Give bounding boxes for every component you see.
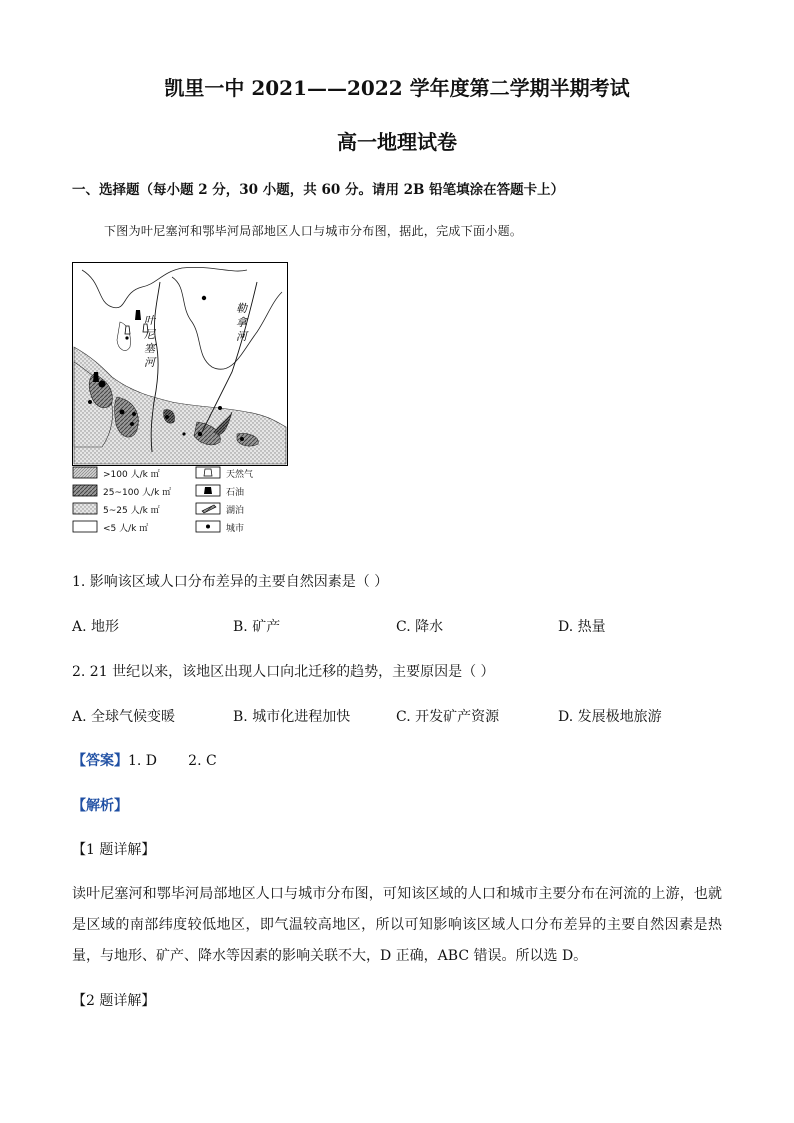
city-icon xyxy=(125,336,128,339)
detail-1-line: 是区域的南部纬度较低地区，即气温较高地区，所以可知影响该区域人口分布差异的主要自然因素是热 xyxy=(72,917,722,933)
question-option: C. 降水 xyxy=(396,619,444,635)
question-option: D. 热量 xyxy=(558,619,606,635)
river-label-yenisei-4: 河 xyxy=(144,356,155,369)
city-icon xyxy=(88,400,92,404)
detail-1-label: 【1 题详解】 xyxy=(72,842,156,858)
river-label-yenisei-1: 叶 xyxy=(144,314,155,327)
question-option: B. 矿产 xyxy=(233,619,281,635)
population-map xyxy=(72,262,288,466)
page-subtitle: 高一地理试卷 xyxy=(337,130,457,154)
legend-label: 天然气 xyxy=(226,470,254,480)
question-option: D. 发展极地旅游 xyxy=(558,709,662,725)
question-stem: 2. 21 世纪以来，该地区出现人口向北迁移的趋势，主要原因是（ ） xyxy=(72,664,495,680)
city-icon xyxy=(165,415,169,419)
legend-swatch-medium xyxy=(73,485,97,496)
city-icon xyxy=(206,525,210,529)
city-icon xyxy=(240,437,244,441)
city-icon xyxy=(120,410,125,415)
river-label-lena-1: 勒 xyxy=(236,302,247,315)
detail-2-label: 【2 题详解】 xyxy=(72,993,156,1009)
question-option: A. 全球气候变暖 xyxy=(72,709,176,725)
legend-swatch-light xyxy=(73,503,97,514)
question-option: C. 开发矿产资源 xyxy=(396,709,500,725)
question-option: B. 城市化进程加快 xyxy=(233,709,351,725)
section-heading: 一、选择题（每小题 2 分，30 小题，共 60 分。请用 2B 铅笔填涂在答题卡上） xyxy=(72,182,565,198)
legend-label: <5 人/k ㎡ xyxy=(103,524,149,534)
river-label-lena-3: 河 xyxy=(236,330,247,343)
legend-swatch-blank xyxy=(73,521,97,532)
detail-1-line: 量，与地形、矿产、降水等因素的影响关联不大，D 正确，ABC 错误。所以选 D。 xyxy=(72,948,588,964)
gas-icon xyxy=(125,326,130,334)
city-icon xyxy=(202,296,206,300)
city-icon xyxy=(130,422,134,426)
map-svg xyxy=(72,262,288,466)
legend-swatch-dense xyxy=(73,467,97,478)
city-icon xyxy=(182,432,185,435)
legend-label: >100 人/k ㎡ xyxy=(103,470,160,480)
river-label-yenisei-2: 尼 xyxy=(144,328,155,341)
city-icon xyxy=(218,406,222,410)
answer-line xyxy=(72,750,217,770)
river-label-yenisei-3: 塞 xyxy=(144,342,155,355)
answer-label: 【答案】 xyxy=(72,753,128,769)
city-icon xyxy=(132,412,136,416)
legend-label: 5~25 人/k ㎡ xyxy=(103,506,160,516)
oil-icon xyxy=(135,310,141,320)
oil-icon xyxy=(93,372,99,382)
city-icon xyxy=(198,432,202,436)
question-option: A. 地形 xyxy=(72,619,120,635)
legend-label: 城市 xyxy=(226,524,245,534)
river-label-lena-2: 拿 xyxy=(236,316,247,329)
detail-1-line: 读叶尼塞河和鄂毕河局部地区人口与城市分布图，可知该区域的人口和城市主要分布在河流的上游，也就 xyxy=(72,886,722,902)
oil-icon xyxy=(204,487,212,494)
legend-label: 石油 xyxy=(226,488,245,498)
section-intro: 下图为叶尼塞河和鄂毕河局部地区人口与城市分布图，据此，完成下面小题。 xyxy=(104,224,523,238)
analysis-label: 【解析】 xyxy=(72,798,128,814)
question-stem: 1. 影响该区域人口分布差异的主要自然因素是（ ） xyxy=(72,574,389,590)
answer-values: 1. D 2. C xyxy=(128,753,217,769)
legend-label: 25~100 人/k ㎡ xyxy=(103,488,172,498)
city-icon xyxy=(99,381,106,388)
legend-label: 湖泊 xyxy=(226,506,245,516)
map-legend xyxy=(72,466,272,538)
page-title: 凯里一中 2021——2022 学年度第二学期半期考试 xyxy=(164,76,630,100)
gas-icon xyxy=(204,469,212,476)
